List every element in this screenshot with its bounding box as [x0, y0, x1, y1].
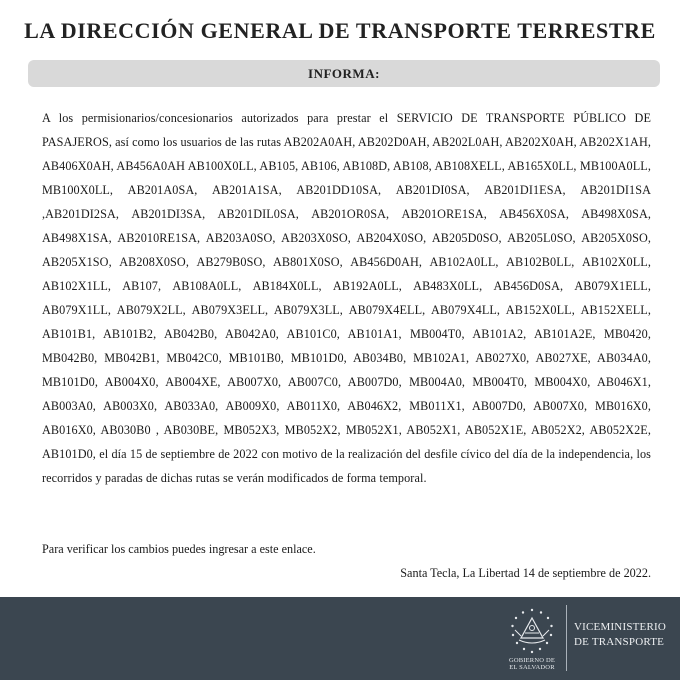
ministry-label [574, 620, 674, 650]
verify-link-text[interactable]: Para verificar los cambios puedes ingresar a este enlace. [42, 542, 316, 556]
page-title: LA DIRECCIÓN GENERAL DE TRANSPORTE TERRESTRE [24, 18, 656, 43]
section-label: INFORMA: [308, 65, 380, 81]
dateline: Santa Tecla, La Libertad 14 de septiembre de 2022. [400, 566, 651, 580]
section-banner [28, 60, 660, 87]
el-salvador-coat-of-arms-icon [503, 606, 561, 656]
notice-body: A los permisionarios/concesionarios autorizados para prestar el SERVICIO DE TRANSPORTE PÚBLICO DE PASAJEROS, así como los usuarios de las rutas AB202A0AH, AB202D0AH, AB202L0AH, AB202X0AH, AB202X1AH, AB406X0AH, AB456A0AH AB100X0LL, AB105, AB106, AB108D, AB108, AB108XELL, AB165X0LL, MB100A0LL, MB100X0LL, AB201A0SA, AB201A1SA, AB201DD10SA, AB201DI0SA, AB201DI1ESA, AB201DI1SA ,AB201DI2SA, AB201DI3SA, AB201DIL0SA, AB201OR0SA, AB201ORE1SA, AB456X0SA, AB498X0SA, AB498X1SA, AB2010RE1SA, AB203A0SO, AB203X0SO, AB204X0SO, AB205D0SO, AB205L0SO, AB205X0SO, AB205X1SO, AB208X0SO, AB279B0SO, AB801X0SO, AB456D0AH, AB102A0LL, AB102B0LL, AB102X0LL, AB102X1LL, AB107, AB108A0LL, AB184X0LL, AB192A0LL, AB483X0LL, AB456D0SA, AB079X1ELL, AB079X1LL, AB079X2LL, AB079X3ELL, AB079X3LL, AB079X4ELL, AB079X4LL, AB152X0LL, AB152XELL, AB101B1, AB101B2, AB042B0, AB042A0, AB101C0, AB101A1, MB004T0, AB101A2, AB101A2E, MB0420, MB042B0, MB042B1, MB042C0, MB101B0, MB101D0, AB034B0, MB102A1, AB027X0, AB027XE, AB034A0, MB101D0, AB004X0, AB004XE, AB007X0, AB007C0, AB007D0, MB004A0, MB004T0, MB004X0, AB046X1, AB003A0, AB003X0, AB033A0, AB009X0, AB011X0, AB046X2, MB011X1, AB007D0, AB007X0, MB016X0, AB016X0, AB030B0 , AB030BE, MB052X3, MB052X2, MB052X1, AB052X1, AB052X1E, AB052X2, AB052X2E, AB101D0, el día 15 de septiembre de 2022 con motivo de la realización del desfile cívico del día de la independencia, los recorridos y paradas de dichas rutas se verán modificados de forma temporal. [42, 111, 651, 485]
gov-label [496, 657, 568, 671]
footer-divider [566, 605, 567, 671]
ministry-line-2: DE TRANSPORTE [574, 636, 665, 648]
gov-line-2: EL SALVADOR [509, 664, 555, 671]
gov-line-1: GOBIERNO DE [508, 657, 556, 664]
ministry-line-1: VICEMINISTERIO [574, 621, 667, 633]
